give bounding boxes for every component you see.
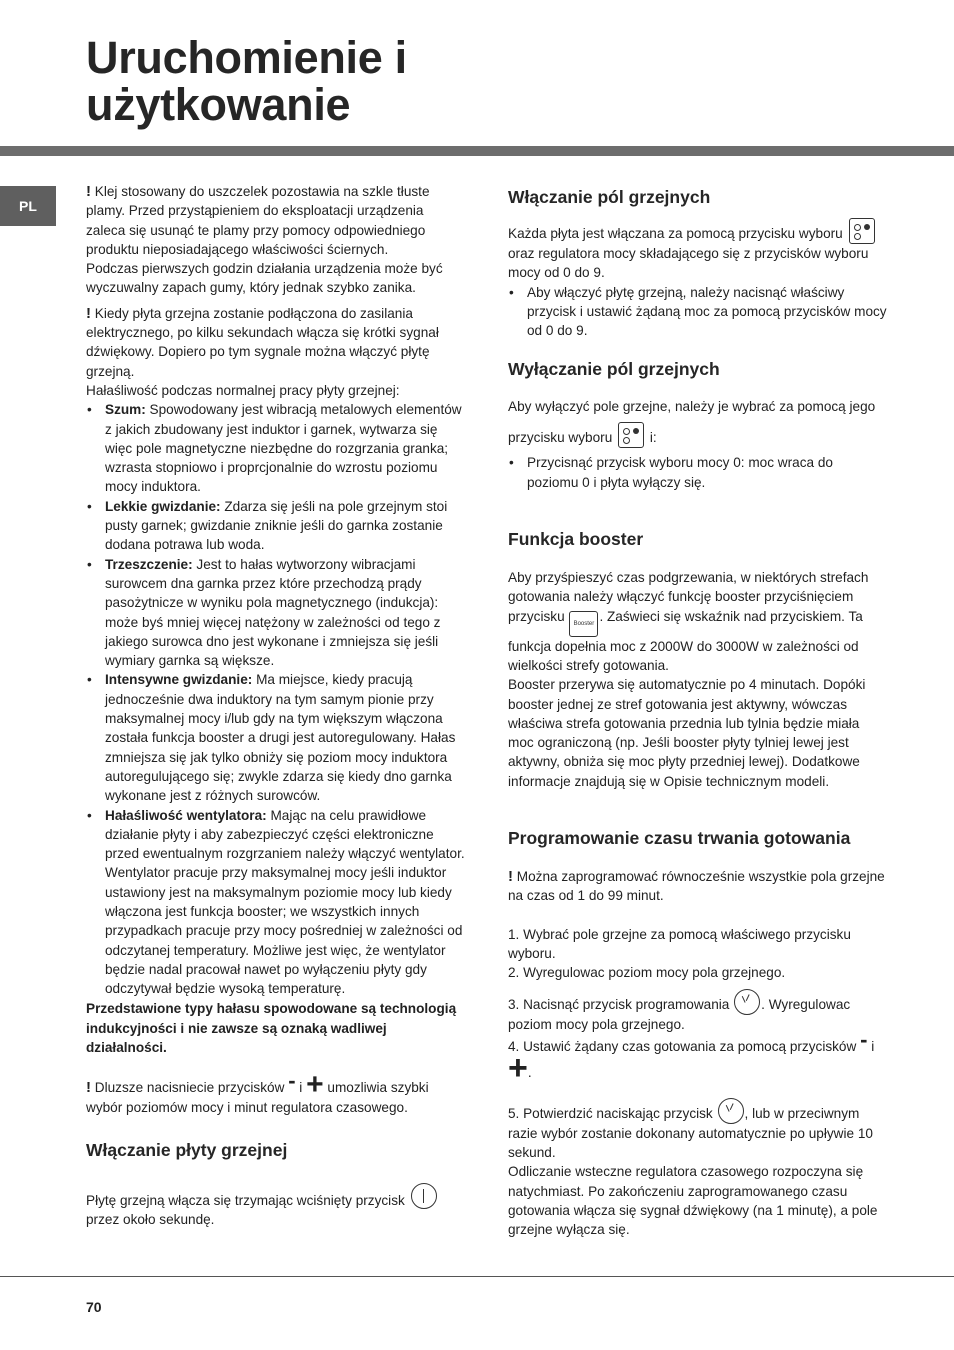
page-title: Uruchomienie i użytkowanie [86,32,407,130]
turn-on-zones-list [508,283,888,341]
turn-off-zones-list [508,453,888,492]
right-column [508,186,888,1240]
step-4: 4. Ustawić żądany czas gotowania za pomocą przycisków - i +. [508,1026,875,1087]
step-3: 3. Nacisnąć przycisk programowania . Wyregulowac poziom mocy pola grzejnego. [508,989,888,1034]
booster-details: Booster przerywa się automatycznie po 4 minutach. Dopóki booster jednej ze stref gotowania jest aktywny, wówczas właściwa strefa gotowania przednia lub tylnia będzie miała moc ograniczoną (np. Jeśli booster płyty tylniej lewej jest aktywny, obniża się moc płyty przedniej lewej). Dodatkowe informacje znajdują się w Opisie technicznym modeli. [508,677,866,789]
minus-icon: - [860,1026,868,1052]
plus-icon: + [508,1048,528,1087]
booster-icon: Booster [569,611,598,637]
list-item: • Lekkie gwizdanie: Zdarza się jeśli na pole grzejnym stoi pusty garnek; gwizdanie zniknie jeśli do garnka zostanie dodana potrawa lub woda. [86,497,466,555]
power-icon [411,1183,437,1209]
list-item: • Aby włączyć płytę grzejną, należy nacisnąć właściwy przycisk i ustawić żądaną moc za pomocą przycisków mocy od 0 do 9. [508,283,888,341]
heading-turn-on-zones: Włączanie pól grzejnych [508,187,711,207]
minus-icon: - [288,1068,296,1094]
page-number: 70 [86,1299,102,1315]
list-item: • Intensywne gwizdanie: Ma miejsce, kiedy pracują jednocześnie dwa induktory na tym samym pionie przy maksymalnej mocy i/lub gdy na tym większym włączona została funkcja booster a drugi jest autoregulowany. Hałas zmniejsza się jak tylko obniży się poziom mocy induktora autoregulującego się; zwykle zdarza się kiedy dno garnka wykonane jest z różnych surowców. [86,670,466,805]
noise-bold-note: Przedstawione typy hałasu spowodowane są technologią indukcyjności i nie zawsze są oznaką wadliwej działalności. [86,1001,457,1056]
noise-intro: Hałaśliwość podczas normalnej pracy płyty grzejnej: [86,382,400,398]
timer-icon [718,1098,744,1124]
turn-on-zones-paragraph: Każda płyta jest włączana za pomocą przycisku wyboru oraz regulatora mocy składającego się z przycisków wyboru mocy od 0 do 9. [508,218,888,283]
left-column [86,182,466,1230]
turn-off-zones-paragraph: Aby wyłączyć pole grzejne, należy je wybrać za pomocą jego przycisku wyboru i: [508,392,888,453]
heading-turn-off-zones: Wyłączanie pól grzejnych [508,359,720,380]
plus-icon: + [306,1068,324,1102]
list-item: • Hałaśliwość wentylatora: Mając na celu prawidłowe działanie płyty i aby zabezpieczyć części elektroniczne przed ewentualnym rozgrzaniem należy włączyć wentylator. Wentylator pracuje przy maksymalnej mocy jeśli induktor ustawiony jest na maksymalnym poziomie mocy lub kiedy włączona jest funkcja booster; we wszystkich innych przypadkach pracuje przy mocy pośredniej w zależności od odczytanej temperatury. Możliwe jest więc, że wentylator będzie nadal pracował nawet po wyłączeniu płyty gdy odczytywał będzie wysoką temperaturę. [86,806,466,999]
countdown-paragraph: Odliczanie wsteczne regulatora czasowego rozpoczyna się natychmiast. Po zakończeniu zaprogramowanego czasu gotowania włącza się sygnał dźwiękowy (na 1 minutę), a pole grzejne wyłącza się. [508,1164,878,1238]
list-item: • Szum: Spowodowany jest wibracją metalowych elementów z jakich zbudowany jest induktor i garnek, wytwarza się więc pole magnetyczne niezbędne do rozgrzania granka; wzrasta stopniowo i proprcjonalnie do wzrostu poziomu mocy induktora. [86,400,466,496]
heading-turn-on-hob: Włączanie płyty grzejnej [86,1139,288,1160]
timer-icon [734,989,760,1015]
step-2: 2. Wyregulowac poziom mocy pola grzejnego. [508,965,786,981]
step-1: 1. Wybrać pole grzejne za pomocą właściwego przycisku wyboru. [508,926,851,961]
booster-paragraph: Aby przyśpieszyć czas podgrzewania, w niektórych strefach gotowania należy włączyć funkcję booster przyciśnięciem przycisku Booster . Zaświeci się wskaźnik nad przyciskiem. Ta funkcja dopełnia moc z 2000W do 3000W w zależności od wielkości strefy gotowania. [508,570,869,673]
step-5: 5. Potwierdzić naciskając przycisk , lub w przeciwnym razie wybór zostanie dokonany automatycznie po upływie 10 sekund. [508,1098,888,1163]
programming-note: ! Można zaprogramować równocześnie wszystkie pola grzejne na czas od 1 do 99 minut. [508,868,885,904]
warning-paragraph-beep: ! Kiedy płyta grzejna zostanie podłączona do zasilania elektrycznego, po kilku sekundach włącza się krótki sygnał dźwiękowy. Dopiero po tym sygnale można włączyć płytę grzejną. [86,304,439,379]
zone-select-icon [618,422,644,448]
heading-programming: Programowanie czasu trwania gotowania [508,828,851,849]
heading-booster: Funkcja booster [508,529,644,550]
footer-divider [0,1276,954,1277]
list-item: • Trzeszczenie: Jest to hałas wytworzony wibracjami surowcem dna garnka przez które przechodzą prądy pasożytnicze w wyniku pola magnetycznego (indukcja): może byś mniej więcej natężony w zależności od tego z jakiego surowca dno jest wykonane i zmniejsza się jeśli wymiary garnka są większe. [86,555,466,671]
warning-paragraph-glue: ! Klej stosowany do uszczelek pozostawia na szkle tłuste plamy. Przed przystąpieniem do eksploatacji urządzenia zaleca się usunąć te plamy przy pomocy odpowiedniego produktu nieposiadającego właściwości ściernych. [86,183,430,257]
language-tab: PL [0,186,56,226]
turn-on-hob-paragraph: Płytę grzejną włącza się trzymając wciśnięty przycisk przez około sekundę. [86,1183,466,1230]
list-item: • Przycisnąć przycisk wyboru mocy 0: moc wraca do poziomu 0 i płyta wyłączy się. [508,453,888,492]
paragraph-rubber-smell: Podczas pierwszych godzin działania urządzenia może być wyczuwalny zapach gumy, który jednak szybko zanika. [86,261,443,296]
zone-select-icon [849,218,875,244]
long-press-paragraph: ! Dluzsze nacisniecie przycisków - i + umozliwia szybki wybór poziomów mocy i minut regulatora czasowego. [86,1068,429,1115]
title-divider [0,146,954,156]
noise-list [86,400,466,998]
